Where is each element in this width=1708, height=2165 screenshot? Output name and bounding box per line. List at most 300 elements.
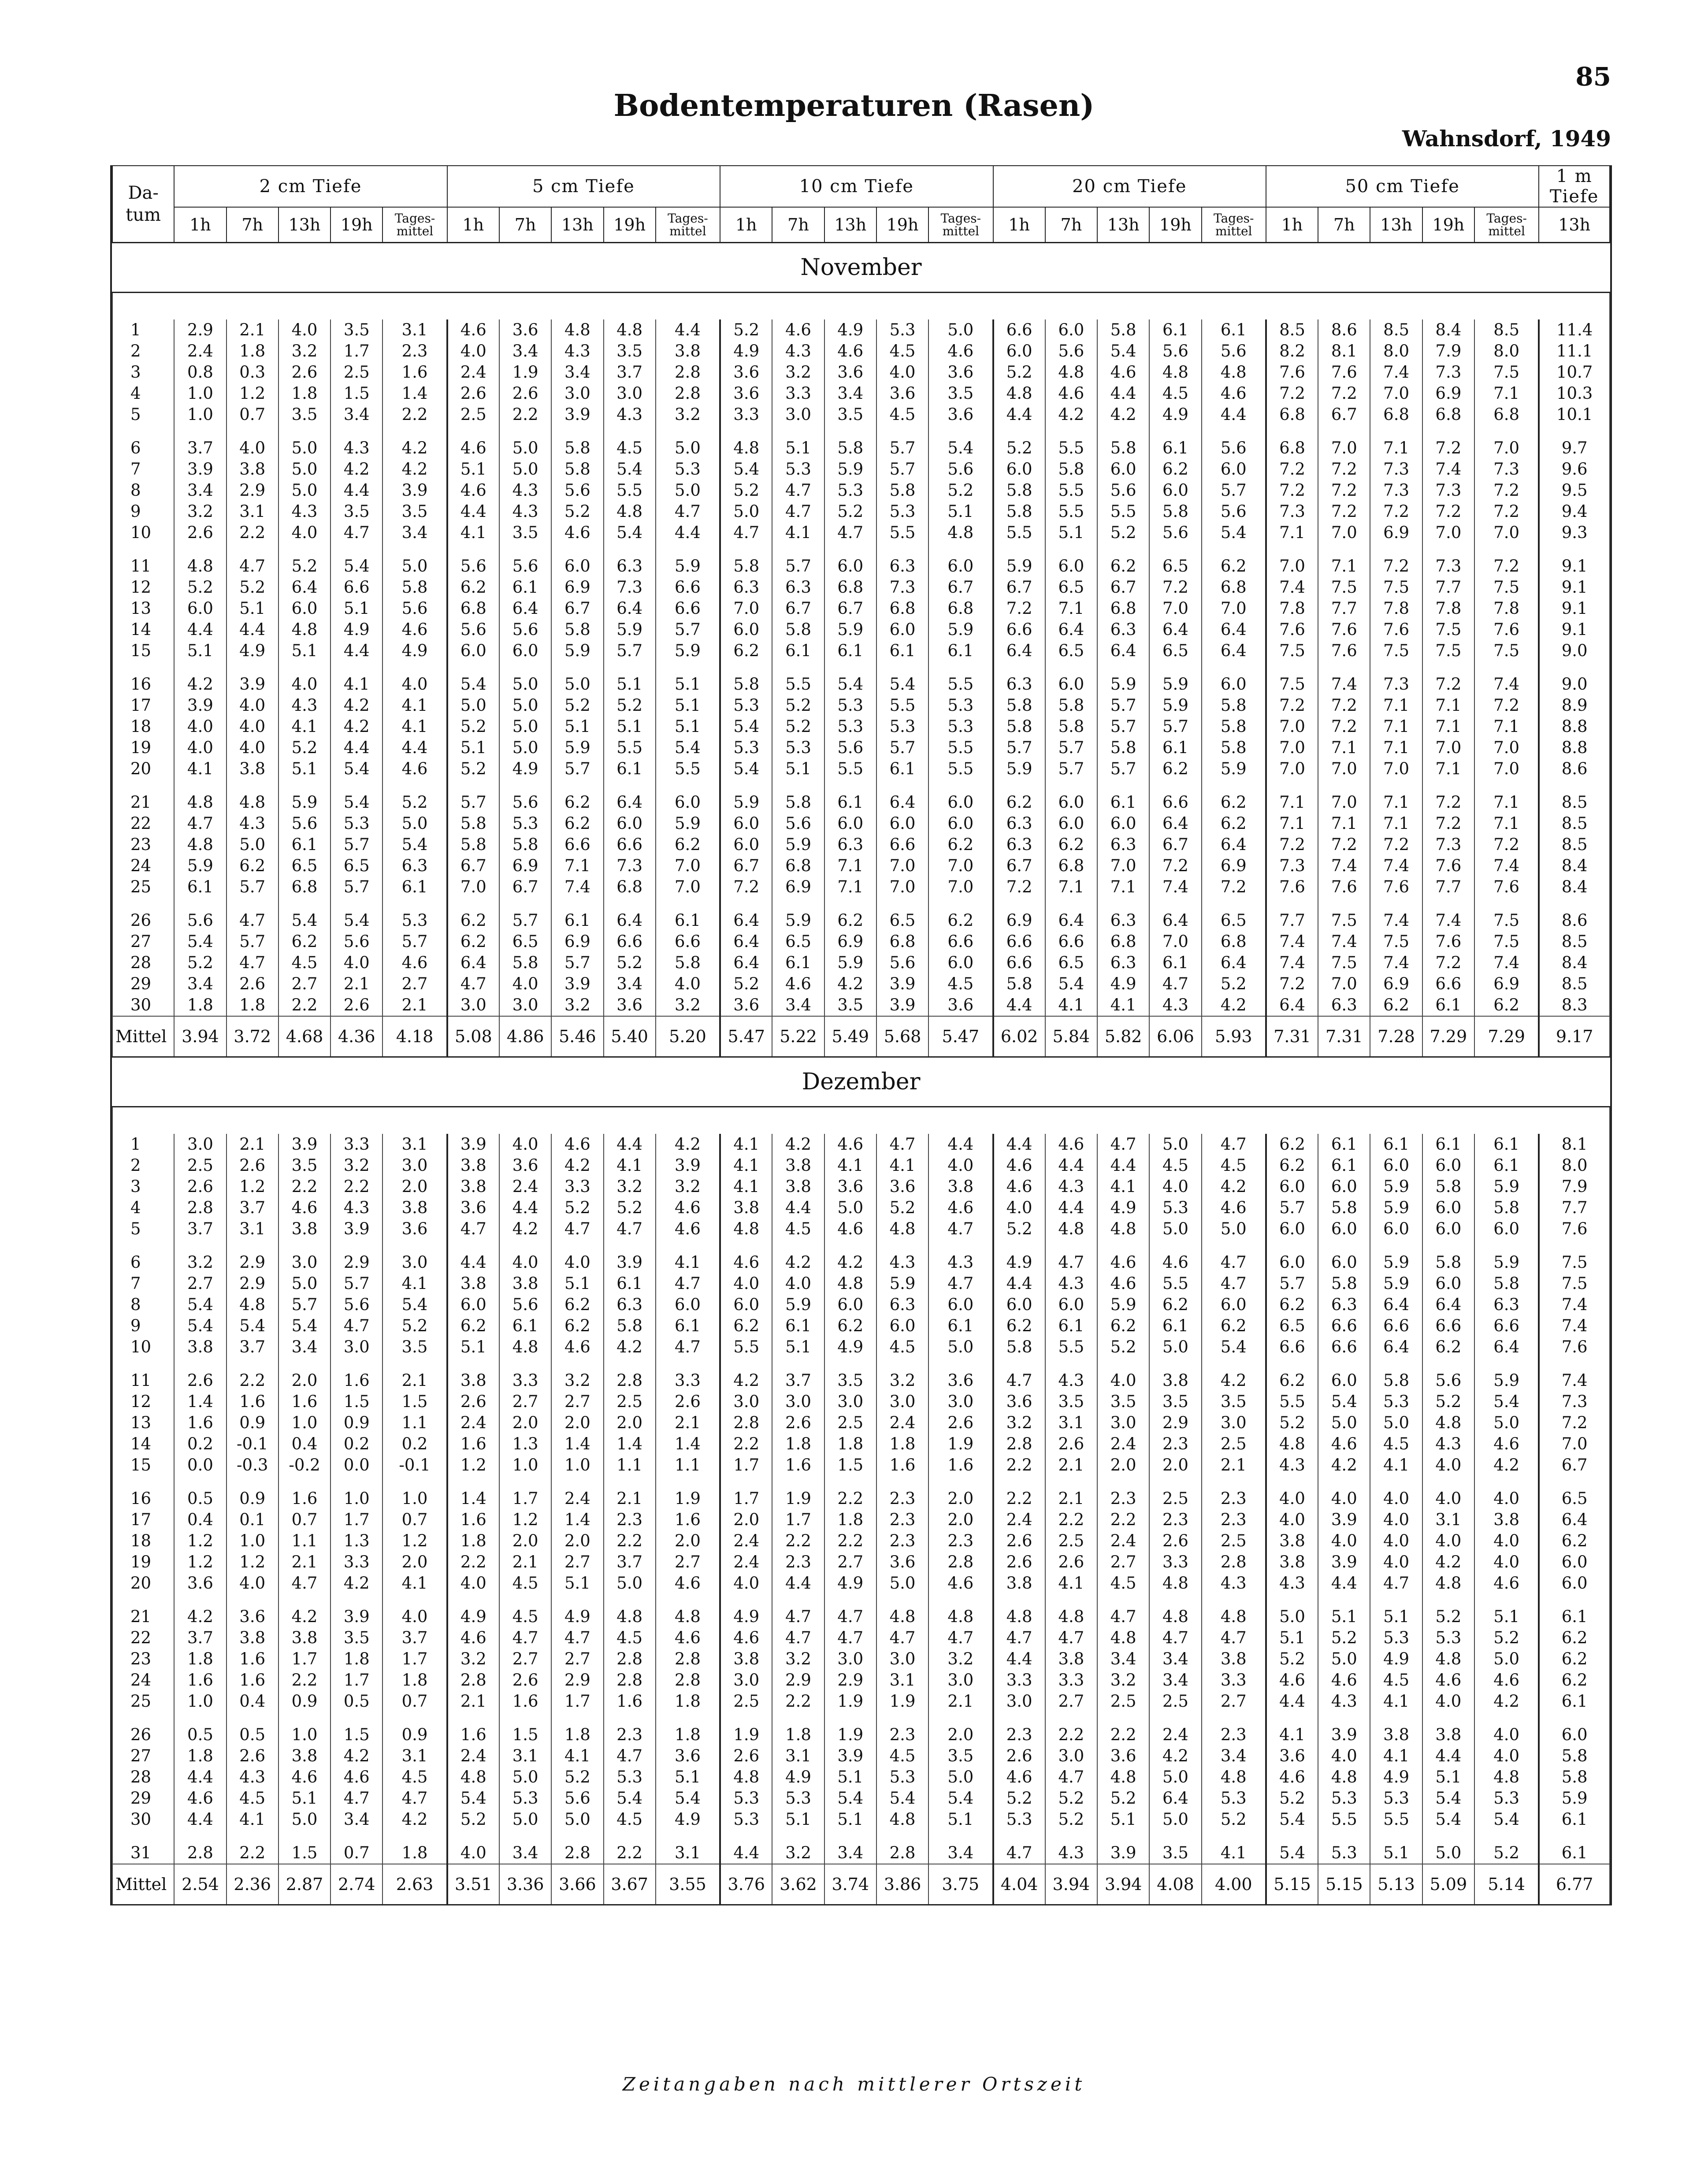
value-cell: 6.4: [1266, 995, 1318, 1016]
value-cell: 7.4: [1318, 855, 1370, 876]
table-row: [112, 404, 1610, 425]
value-cell: 1.4: [447, 1476, 499, 1509]
value-cell: 5.4: [226, 1315, 278, 1337]
mittel-value: 3.86: [876, 1864, 928, 1904]
value-cell: 2.2: [772, 1691, 824, 1712]
value-cell: 4.8: [656, 1594, 720, 1627]
day-cell: 4: [112, 383, 174, 404]
table-row: [112, 716, 1610, 737]
value-cell: 3.3: [772, 383, 824, 404]
value-cell: 4.9: [382, 640, 447, 661]
hour-5cm-0: 1h: [447, 207, 499, 243]
value-cell: 0.9: [382, 1712, 447, 1745]
value-cell: 5.1: [656, 1767, 720, 1788]
mittel-value: 5.15: [1266, 1864, 1318, 1904]
value-cell: 2.6: [1045, 1433, 1097, 1455]
value-cell: 2.6: [656, 1391, 720, 1412]
value-cell: 4.7: [1045, 1627, 1097, 1649]
table-row: [112, 876, 1610, 898]
value-cell: 4.0: [1149, 1176, 1201, 1197]
value-cell: 4.2: [1202, 995, 1266, 1016]
value-cell: 6.4: [1202, 619, 1266, 640]
value-cell: 6.1: [1318, 1155, 1370, 1176]
value-cell: 4.3: [772, 341, 824, 362]
value-cell: 1.8: [278, 383, 330, 404]
value-cell: 1.6: [226, 1649, 278, 1670]
value-cell: 5.4: [174, 1315, 226, 1337]
value-cell: 7.5: [1266, 640, 1318, 661]
value-cell: 7.0: [1474, 758, 1539, 780]
value-cell: 7.2: [1474, 501, 1539, 522]
value-cell: 7.0: [1266, 716, 1318, 737]
mittel-value: 6.77: [1539, 1864, 1610, 1904]
value-cell: 6.0: [824, 543, 876, 577]
value-cell: 7.6: [1370, 619, 1422, 640]
value-cell: 5.0: [226, 834, 278, 855]
value-cell: 4.5: [604, 1627, 656, 1649]
value-cell: 8.6: [1539, 898, 1610, 931]
value-cell: 4.0: [1370, 1552, 1422, 1573]
value-cell: 7.0: [1097, 855, 1149, 876]
value-cell: 7.6: [1474, 619, 1539, 640]
value-cell: 2.2: [278, 1176, 330, 1197]
table-row: [112, 995, 1610, 1016]
value-cell: 0.3: [226, 362, 278, 383]
value-cell: 4.1: [1370, 1745, 1422, 1767]
value-cell: 4.0: [226, 737, 278, 758]
value-cell: 4.9: [447, 1594, 499, 1627]
hour-50cm-1: 7h: [1318, 207, 1370, 243]
value-cell: 7.2: [1370, 543, 1422, 577]
mittel-value: 5.47: [720, 1016, 772, 1057]
value-cell: 7.2: [1149, 577, 1201, 598]
value-cell: 7.1: [1474, 813, 1539, 834]
value-cell: 4.8: [993, 1594, 1045, 1627]
value-cell: 5.7: [876, 425, 928, 459]
value-cell: 3.9: [330, 1594, 382, 1627]
value-cell: 8.4: [1539, 855, 1610, 876]
value-cell: 5.2: [993, 1788, 1045, 1809]
value-cell: 5.1: [656, 661, 720, 695]
value-cell: 6.2: [1370, 995, 1422, 1016]
value-cell: 2.0: [1149, 1455, 1201, 1476]
value-cell: 5.6: [928, 459, 993, 480]
day-cell: 16: [112, 1476, 174, 1509]
value-cell: 4.0: [1474, 1530, 1539, 1552]
hour-2cm-2: 13h: [278, 207, 330, 243]
value-cell: 3.9: [447, 1134, 499, 1155]
value-cell: 5.3: [1474, 1788, 1539, 1809]
value-cell: 1.6: [447, 1509, 499, 1530]
value-cell: 3.9: [174, 459, 226, 480]
value-cell: 6.6: [993, 931, 1045, 952]
table-row: [112, 1830, 1610, 1864]
value-cell: 5.3: [876, 716, 928, 737]
value-cell: 2.5: [1149, 1476, 1201, 1509]
value-cell: 4.8: [174, 543, 226, 577]
value-cell: 3.7: [604, 362, 656, 383]
value-cell: 8.4: [1422, 319, 1474, 341]
value-cell: 3.4: [1097, 1649, 1149, 1670]
day-cell: 7: [112, 459, 174, 480]
value-cell: 5.4: [330, 758, 382, 780]
value-cell: 7.8: [1370, 598, 1422, 619]
value-cell: 5.1: [824, 1809, 876, 1830]
value-cell: 6.4: [447, 952, 499, 973]
mittel-value: 7.31: [1318, 1016, 1370, 1057]
table-row: [112, 459, 1610, 480]
value-cell: 6.4: [1149, 1788, 1201, 1809]
value-cell: 6.8: [876, 931, 928, 952]
value-cell: 1.2: [174, 1530, 226, 1552]
value-cell: 1.7: [772, 1509, 824, 1530]
value-cell: 3.2: [604, 1176, 656, 1197]
value-cell: 4.6: [993, 1176, 1045, 1197]
value-cell: 6.1: [1097, 780, 1149, 813]
value-cell: 6.5: [772, 931, 824, 952]
value-cell: 2.2: [499, 404, 551, 425]
value-cell: 6.0: [1318, 1176, 1370, 1197]
value-cell: 7.3: [1266, 501, 1318, 522]
value-cell: 4.0: [1474, 1476, 1539, 1509]
value-cell: 5.8: [1202, 695, 1266, 716]
value-cell: 0.9: [226, 1412, 278, 1433]
value-cell: 3.4: [824, 1830, 876, 1864]
mittel-value: 5.13: [1370, 1864, 1422, 1904]
day-cell: 27: [112, 1745, 174, 1767]
value-cell: 2.4: [1149, 1712, 1201, 1745]
value-cell: 5.7: [226, 931, 278, 952]
value-cell: 3.9: [278, 1134, 330, 1155]
value-cell: 6.6: [604, 834, 656, 855]
value-cell: 2.2: [1045, 1712, 1097, 1745]
value-cell: 0.7: [226, 404, 278, 425]
value-cell: 7.7: [1266, 898, 1318, 931]
value-cell: 4.4: [1045, 1197, 1097, 1218]
value-cell: 8.0: [1539, 1155, 1610, 1176]
value-cell: 4.0: [382, 1594, 447, 1627]
value-cell: 4.8: [174, 780, 226, 813]
hour-header-row: [112, 207, 1610, 243]
value-cell: 5.8: [876, 480, 928, 501]
value-cell: 6.7: [1149, 834, 1201, 855]
value-cell: 5.0: [499, 716, 551, 737]
value-cell: 7.4: [1318, 661, 1370, 695]
value-cell: 4.5: [772, 1218, 824, 1240]
value-cell: 6.3: [1097, 834, 1149, 855]
value-cell: 5.2: [551, 695, 603, 716]
value-cell: 7.0: [1149, 931, 1201, 952]
value-cell: 1.0: [499, 1455, 551, 1476]
depth-1m-header: 1 m Tiefe: [1539, 166, 1610, 207]
value-cell: 2.3: [1202, 1712, 1266, 1745]
value-cell: 9.1: [1539, 543, 1610, 577]
value-cell: 7.3: [1539, 1391, 1610, 1412]
value-cell: 4.0: [226, 716, 278, 737]
value-cell: 4.8: [551, 319, 603, 341]
table-row: [112, 1530, 1610, 1552]
value-cell: 5.2: [720, 319, 772, 341]
table-row: [112, 543, 1610, 577]
value-cell: 4.0: [1097, 1358, 1149, 1391]
value-cell: 6.0: [1422, 1218, 1474, 1240]
value-cell: 4.6: [1045, 1134, 1097, 1155]
value-cell: 4.6: [447, 1627, 499, 1649]
value-cell: 5.9: [551, 737, 603, 758]
value-cell: 6.0: [720, 1294, 772, 1315]
value-cell: 4.2: [1474, 1455, 1539, 1476]
value-cell: 4.1: [772, 522, 824, 543]
value-cell: 5.5: [928, 737, 993, 758]
value-cell: 5.4: [876, 661, 928, 695]
value-cell: 7.2: [1370, 501, 1422, 522]
value-cell: 1.4: [551, 1433, 603, 1455]
value-cell: 7.0: [720, 598, 772, 619]
tagesmittel-20cm: Tages-mittel: [1202, 207, 1266, 243]
value-cell: 5.7: [1149, 716, 1201, 737]
value-cell: 5.2: [1474, 1830, 1539, 1864]
value-cell: 2.3: [1202, 1509, 1266, 1530]
value-cell: 7.3: [1422, 480, 1474, 501]
value-cell: 7.4: [1370, 362, 1422, 383]
value-cell: 3.6: [993, 1391, 1045, 1412]
value-cell: 3.5: [1097, 1391, 1149, 1412]
value-cell: 4.6: [824, 341, 876, 362]
value-cell: 4.4: [1422, 1745, 1474, 1767]
value-cell: 7.0: [1422, 522, 1474, 543]
value-cell: 5.3: [993, 1809, 1045, 1830]
value-cell: 5.8: [993, 501, 1045, 522]
value-cell: 7.7: [1422, 577, 1474, 598]
value-cell: 5.6: [330, 1294, 382, 1315]
value-cell: 5.8: [772, 780, 824, 813]
value-cell: 6.0: [876, 1315, 928, 1337]
day-cell: 4: [112, 1197, 174, 1218]
day-cell: 21: [112, 1594, 174, 1627]
value-cell: 6.0: [1202, 459, 1266, 480]
value-cell: 4.2: [1202, 1176, 1266, 1197]
value-cell: 7.2: [993, 598, 1045, 619]
depth-2cm-header: 2 cm Tiefe: [174, 166, 447, 207]
value-cell: 3.6: [1097, 1745, 1149, 1767]
table-row: [112, 319, 1610, 341]
value-cell: 7.3: [1422, 834, 1474, 855]
value-cell: 5.8: [824, 425, 876, 459]
value-cell: 4.8: [1097, 1767, 1149, 1788]
value-cell: 6.0: [928, 1294, 993, 1315]
value-cell: 6.1: [772, 1315, 824, 1337]
value-cell: 5.3: [499, 1788, 551, 1809]
value-cell: 5.1: [278, 640, 330, 661]
mittel-value: 5.15: [1318, 1864, 1370, 1904]
value-cell: 5.5: [772, 661, 824, 695]
value-cell: 5.8: [604, 1315, 656, 1337]
value-cell: 2.0: [720, 1509, 772, 1530]
value-cell: 1.0: [226, 1530, 278, 1552]
value-cell: 0.7: [330, 1830, 382, 1864]
value-cell: 4.3: [499, 501, 551, 522]
value-cell: 2.8: [656, 362, 720, 383]
value-cell: 2.6: [447, 1391, 499, 1412]
value-cell: 5.5: [1045, 1337, 1097, 1358]
value-cell: 6.0: [1202, 1294, 1266, 1315]
value-cell: 5.9: [824, 952, 876, 973]
value-cell: 5.2: [772, 716, 824, 737]
value-cell: 6.4: [499, 598, 551, 619]
value-cell: 7.7: [1422, 876, 1474, 898]
value-cell: 11.4: [1539, 319, 1610, 341]
value-cell: 5.3: [772, 459, 824, 480]
value-cell: 3.1: [772, 1745, 824, 1767]
value-cell: 4.0: [1370, 1530, 1422, 1552]
value-cell: 3.8: [928, 1176, 993, 1197]
value-cell: 3.0: [604, 383, 656, 404]
value-cell: 5.1: [928, 1809, 993, 1830]
value-cell: 5.5: [1370, 1809, 1422, 1830]
value-cell: 3.3: [551, 1176, 603, 1197]
value-cell: 5.3: [876, 319, 928, 341]
value-cell: 0.5: [174, 1712, 226, 1745]
value-cell: 1.6: [772, 1455, 824, 1476]
value-cell: 3.0: [1097, 1412, 1149, 1433]
value-cell: 3.1: [382, 319, 447, 341]
value-cell: 5.9: [720, 780, 772, 813]
value-cell: 3.4: [278, 1337, 330, 1358]
value-cell: 4.8: [876, 1809, 928, 1830]
value-cell: 7.2: [1474, 543, 1539, 577]
value-cell: 5.7: [330, 876, 382, 898]
day-cell: 24: [112, 855, 174, 876]
value-cell: 4.1: [330, 661, 382, 695]
value-cell: 6.0: [1539, 1573, 1610, 1594]
value-cell: 5.2: [1097, 522, 1149, 543]
value-cell: 4.1: [720, 1134, 772, 1155]
value-cell: 3.6: [876, 383, 928, 404]
value-cell: 6.3: [993, 834, 1045, 855]
depth-10cm-header: 10 cm Tiefe: [720, 166, 993, 207]
value-cell: 1.8: [174, 1649, 226, 1670]
value-cell: 5.6: [499, 619, 551, 640]
value-cell: 1.1: [382, 1412, 447, 1433]
value-cell: 3.6: [604, 995, 656, 1016]
value-cell: 5.2: [1474, 1627, 1539, 1649]
value-cell: 6.2: [551, 1294, 603, 1315]
value-cell: 4.0: [330, 952, 382, 973]
table-row: [112, 834, 1610, 855]
value-cell: 1.8: [656, 1691, 720, 1712]
value-cell: 5.3: [330, 813, 382, 834]
value-cell: 7.1: [1318, 543, 1370, 577]
value-cell: 7.4: [1370, 898, 1422, 931]
value-cell: 3.7: [174, 1627, 226, 1649]
value-cell: 2.4: [174, 341, 226, 362]
value-cell: 5.5: [876, 695, 928, 716]
value-cell: 5.1: [604, 661, 656, 695]
value-cell: 1.0: [551, 1455, 603, 1476]
value-cell: 2.1: [499, 1552, 551, 1573]
value-cell: 6.1: [551, 898, 603, 931]
value-cell: 4.2: [330, 1745, 382, 1767]
value-cell: 4.4: [330, 737, 382, 758]
value-cell: 6.7: [1539, 1455, 1610, 1476]
value-cell: 4.0: [1474, 1745, 1539, 1767]
day-cell: 12: [112, 1391, 174, 1412]
value-cell: 6.0: [604, 813, 656, 834]
day-cell: 20: [112, 1573, 174, 1594]
value-cell: 7.1: [1474, 716, 1539, 737]
value-cell: 4.0: [174, 716, 226, 737]
value-cell: 5.1: [1045, 522, 1097, 543]
value-cell: 1.3: [330, 1530, 382, 1552]
value-cell: 3.8: [720, 1649, 772, 1670]
value-cell: 4.7: [330, 1788, 382, 1809]
value-cell: 4.0: [993, 1197, 1045, 1218]
value-cell: 2.2: [604, 1830, 656, 1864]
value-cell: 5.4: [824, 1788, 876, 1809]
value-cell: 7.8: [1422, 598, 1474, 619]
value-cell: 4.5: [604, 425, 656, 459]
value-cell: 7.2: [1422, 501, 1474, 522]
value-cell: 4.4: [1202, 404, 1266, 425]
value-cell: 5.0: [278, 425, 330, 459]
mittel-value: 3.55: [656, 1864, 720, 1904]
value-cell: 9.1: [1539, 577, 1610, 598]
value-cell: 5.1: [772, 425, 824, 459]
value-cell: 7.6: [1318, 876, 1370, 898]
value-cell: 3.7: [604, 1552, 656, 1573]
value-cell: 5.4: [1097, 341, 1149, 362]
value-cell: 5.8: [1045, 695, 1097, 716]
value-cell: 6.1: [1318, 1134, 1370, 1155]
value-cell: 5.1: [772, 1809, 824, 1830]
value-cell: 2.8: [174, 1830, 226, 1864]
value-cell: 5.8: [1097, 319, 1149, 341]
value-cell: 5.3: [824, 695, 876, 716]
table-row: [112, 1691, 1610, 1712]
value-cell: 4.0: [278, 319, 330, 341]
value-cell: 3.1: [1045, 1412, 1097, 1433]
value-cell: 1.3: [499, 1433, 551, 1455]
value-cell: 2.5: [174, 1155, 226, 1176]
value-cell: 3.2: [656, 404, 720, 425]
value-cell: 7.5: [1539, 1273, 1610, 1294]
day-cell: 12: [112, 577, 174, 598]
value-cell: 4.0: [226, 425, 278, 459]
value-cell: 4.6: [1202, 383, 1266, 404]
value-cell: 5.6: [447, 619, 499, 640]
value-cell: 2.7: [499, 1649, 551, 1670]
value-cell: 1.2: [382, 1530, 447, 1552]
mittel-value: 5.68: [876, 1016, 928, 1057]
value-cell: 4.8: [1202, 1594, 1266, 1627]
value-cell: 7.0: [656, 855, 720, 876]
value-cell: 2.5: [1202, 1530, 1266, 1552]
value-cell: 3.5: [824, 1358, 876, 1391]
value-cell: 6.7: [447, 855, 499, 876]
table-row: [112, 577, 1610, 598]
value-cell: 2.7: [499, 1391, 551, 1412]
value-cell: 6.4: [1370, 1337, 1422, 1358]
value-cell: 3.9: [604, 1240, 656, 1273]
value-cell: 7.5: [1474, 931, 1539, 952]
value-cell: 3.3: [993, 1670, 1045, 1691]
value-cell: 9.4: [1539, 501, 1610, 522]
value-cell: 3.4: [1149, 1670, 1201, 1691]
value-cell: 6.0: [499, 640, 551, 661]
value-cell: 5.1: [824, 1767, 876, 1788]
value-cell: 4.0: [1318, 1530, 1370, 1552]
value-cell: 6.8: [876, 598, 928, 619]
